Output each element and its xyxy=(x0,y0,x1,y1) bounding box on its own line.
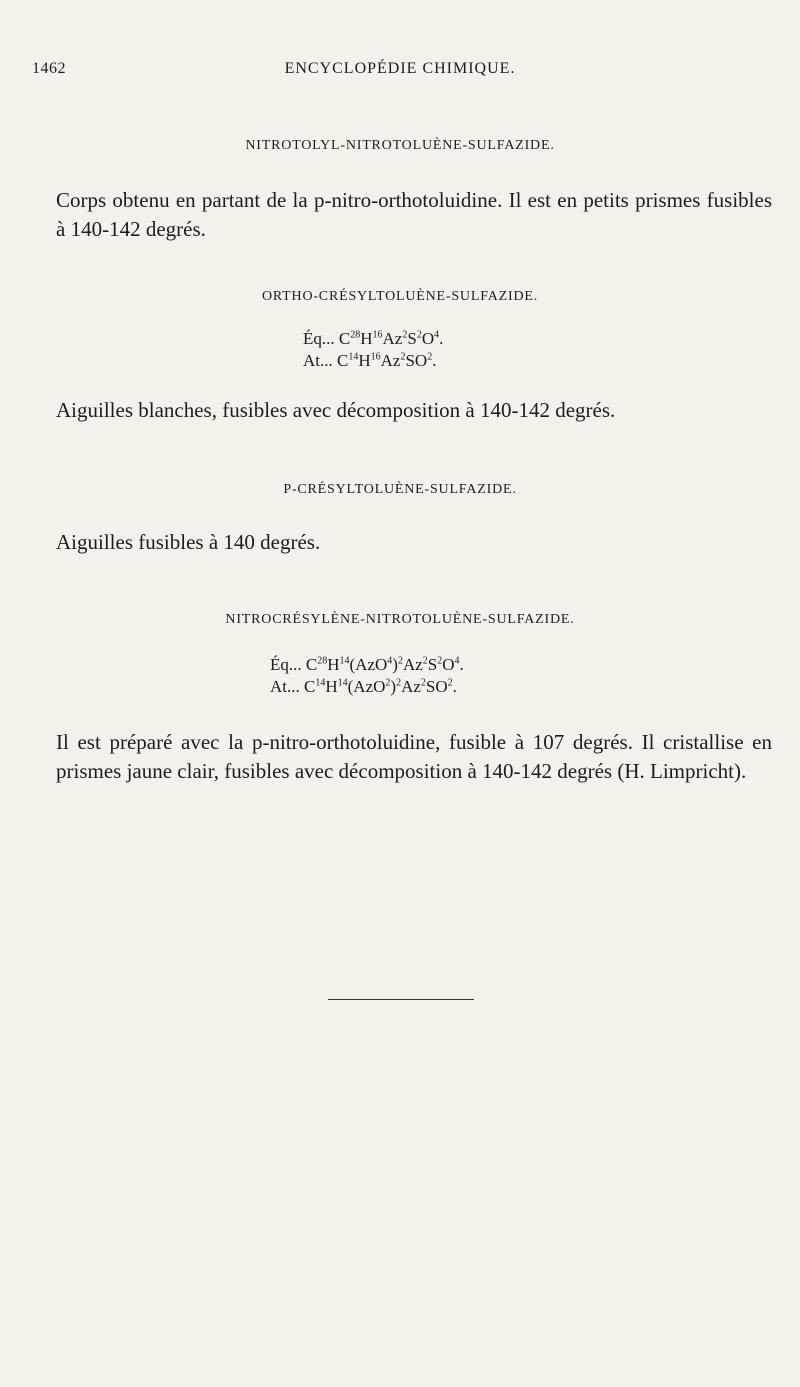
page-header xyxy=(32,60,768,84)
formula-eq-value: $C^{28}H^{16}Az^2S^2O^4$. xyxy=(338,329,444,348)
formula-atomic xyxy=(303,350,436,371)
section-title-p-cresyl: P-CRÉSYLTOLUÈNE-SULFAZIDE. xyxy=(283,482,517,497)
paragraph-ortho-cresyl: Aiguilles blanches, fusibles avec décomposition à 140-142 degrés. xyxy=(56,398,616,422)
formula-at-label: At... xyxy=(303,351,333,370)
paragraph-nitrocresylene: Il est préparé avec la p-nitro-orthotoluidine, fusible à 107 degrés. Il cristallise en prismes jaune clair, fusibles avec décomposition à 140-142 degrés (H. Limpricht). xyxy=(56,730,772,783)
formula-at-value: $C^{14}H^{14}(AzO^2)^2Az^2SO^2$. xyxy=(304,677,457,696)
section-title-nitrocresylene: NITROCRÉSYLÈNE-NITROTOLUÈNE-SULFAZIDE. xyxy=(225,612,575,627)
end-rule xyxy=(328,999,474,1000)
formula-equivalent xyxy=(270,654,464,675)
page-number: 1462 xyxy=(32,60,66,77)
formula-atomic xyxy=(270,676,457,697)
running-title: ENCYCLOPÉDIE CHIMIQUE. xyxy=(284,60,516,77)
formula-eq-value: $C^{28}H^{14}(AzO^4)^2Az^2S^2O^4$. xyxy=(305,655,464,674)
formula-eq-label: Éq... xyxy=(270,655,302,674)
paragraph-p-cresyl: Aiguilles fusibles à 140 degrés. xyxy=(56,530,321,554)
paragraph-nitrotolyl: Corps obtenu en partant de la p-nitro-orthotoluidine. Il est en petits prismes fusibles à 140-142 degrés. xyxy=(56,188,772,241)
formula-at-value: $C^{14}H^{16}Az^2SO^2$. xyxy=(337,351,437,370)
formula-at-label: At... xyxy=(270,677,300,696)
section-title-nitrotolyl: NITROTOLYL-NITROTOLUÈNE-SULFAZIDE. xyxy=(245,138,555,153)
formula-equivalent xyxy=(303,328,443,349)
formula-eq-label: Éq... xyxy=(303,329,335,348)
section-title-ortho-cresyl: ORTHO-CRÉSYLTOLUÈNE-SULFAZIDE. xyxy=(261,289,539,304)
